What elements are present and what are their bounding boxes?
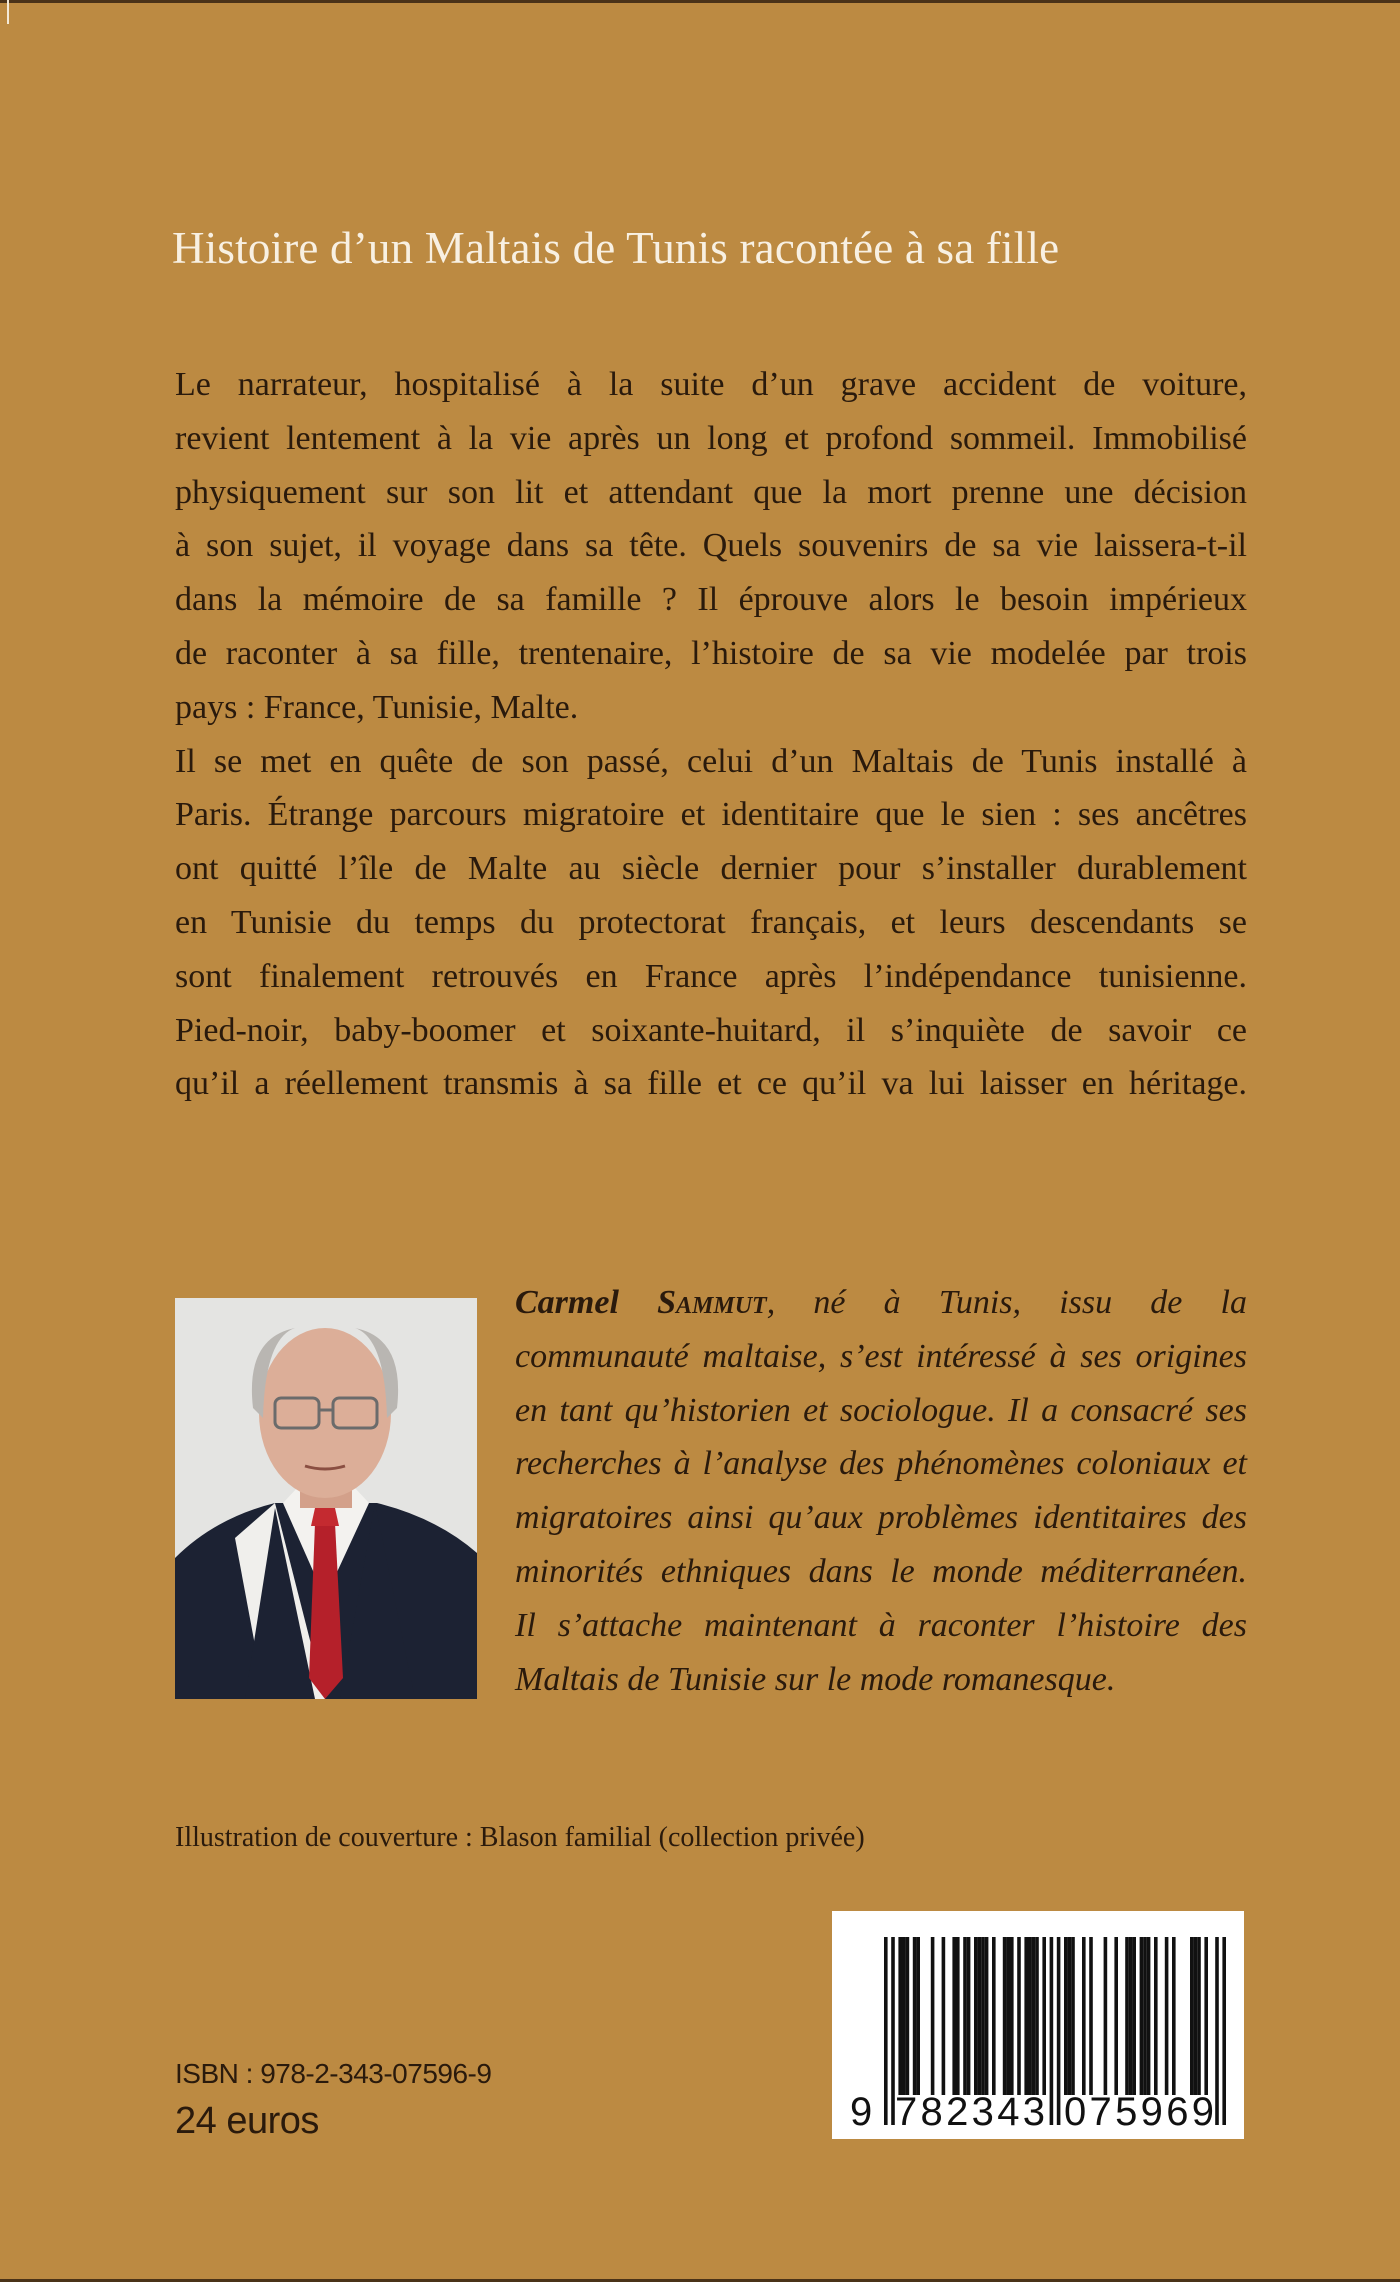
barcode-bar [1140, 1937, 1144, 2095]
summary [175, 358, 1247, 1111]
barcode-bar [1222, 1937, 1226, 2125]
summary-paragraph-1 [175, 358, 1247, 735]
summary-line: physiquement sur son lit et attendant que la mort prenne une décision [175, 473, 1247, 511]
barcode-bar [967, 1937, 971, 2095]
summary-line: Le narrateur, hospitalisé à la suite d’un grave accident de voiture, [175, 366, 1247, 403]
barcode-bar [974, 1937, 978, 2095]
barcode-left-digits: 782343 [895, 2090, 1045, 2134]
barcode-bar [916, 1937, 920, 2095]
barcode-bar [1068, 1937, 1072, 2095]
summary-line: en Tunisie du temps du protectorat français, et leurs descendants se [175, 903, 1247, 941]
barcode-first-digit: 9 [850, 2090, 873, 2134]
barcode-bar [1010, 1937, 1014, 2095]
barcode-bar [906, 1937, 910, 2095]
barcode-bar [1190, 1937, 1194, 2095]
author-bio-line: recherches à l’analyse des phénomènes coloniaux et [515, 1445, 1247, 1483]
barcode-bar [884, 1937, 888, 2125]
barcode-bar [913, 1937, 917, 2095]
barcode-bar [1147, 1937, 1151, 2095]
summary-line: de raconter à sa fille, trentenaire, l’histoire de sa vie modelée par trois [175, 634, 1247, 672]
barcode-bar [1132, 1937, 1136, 2095]
barcode-bar [1024, 1937, 1028, 2095]
author-bio-line: migratoires ainsi qu’aux problèmes identitaires des [515, 1499, 1247, 1537]
top-edge [0, 0, 1400, 3]
barcode-bar [963, 1937, 967, 2095]
book-title: Histoire d’un Maltais de Tunis racontée à sa fille [172, 223, 1060, 273]
barcode-bar [1006, 1937, 1010, 2095]
barcode-bar [902, 1937, 906, 2095]
summary-line: Paris. Étrange parcours migratoire et identitaire que le sien : ses ancêtres [175, 796, 1247, 834]
barcode-bar [1035, 1937, 1039, 2095]
author-last-name: Sammut [657, 1284, 767, 1321]
barcode-bar [1197, 1937, 1201, 2095]
barcode-bar [1032, 1937, 1036, 2095]
barcode-bar [1089, 1937, 1093, 2095]
barcode-bar [1028, 1937, 1032, 2095]
barcode-bar [1050, 1937, 1054, 2125]
barcode-right-digits: 075969 [1064, 2090, 1214, 2134]
barcode-bar [978, 1937, 982, 2095]
barcode-bar [1057, 1937, 1061, 2125]
barcode-graphic [832, 1911, 1244, 2139]
barcode-bar [931, 1937, 935, 2095]
barcode-bar [1114, 1937, 1118, 2095]
summary-line: Pied-noir, baby-boomer et soixante-huitard, il s’inquiète de savoir ce [175, 1011, 1247, 1049]
author-first-name: Carmel [515, 1284, 619, 1321]
barcode-bar [992, 1937, 996, 2095]
author-bio-line: Il s’attache maintenant à raconter l’histoire des [515, 1606, 1247, 1644]
author-bio [515, 1276, 1247, 1706]
barcode-bar [985, 1937, 989, 2095]
barcode-bar [1215, 1937, 1219, 2125]
summary-line: pays : France, Tunisie, Malte. [175, 688, 579, 726]
summary-line: Il se met en quête de son passé, celui d’un Maltais de Tunis installé à [175, 742, 1247, 780]
author-photo [175, 1298, 477, 1699]
summary-line: ont quitté l’île de Malte au siècle dernier pour s’installer durablement [175, 850, 1247, 888]
cover-illustration-credit: Illustration de couverture : Blason familial (collection privée) [175, 1822, 865, 1853]
barcode [832, 1911, 1244, 2139]
author-bio-line: minorités ethniques dans le monde méditerranéen. [515, 1552, 1247, 1590]
price: 24 euros [175, 2100, 319, 2142]
summary-line: dans la mémoire de sa famille ? Il éprouve alors le besoin impérieux [175, 581, 1247, 619]
barcode-bar [1017, 1937, 1021, 2095]
isbn: ISBN : 978-2-343-07596-9 [175, 2058, 492, 2089]
barcode-bar [942, 1937, 946, 2095]
barcode-bar [1125, 1937, 1129, 2095]
author-bio-line: communauté maltaise, s’est intéressé à ses origines [515, 1337, 1247, 1375]
barcode-bar [956, 1937, 960, 2095]
barcode-bar [1042, 1937, 1046, 2095]
barcode-bar [1154, 1937, 1158, 2095]
barcode-bar [1071, 1937, 1075, 2095]
author-bio-line [515, 1276, 1247, 1330]
author-bio-line: en tant qu’historien et sociologue. Il a consacré ses [515, 1391, 1247, 1429]
barcode-bar [898, 1937, 902, 2095]
author-bio-line: Maltais de Tunisie sur le mode romanesque. [515, 1660, 1116, 1698]
barcode-bar [1082, 1937, 1086, 2095]
summary-paragraph-2 [175, 735, 1247, 1112]
barcode-bar [1143, 1937, 1147, 2095]
barcode-bar [1204, 1937, 1208, 2095]
barcode-bar [1064, 1937, 1068, 2095]
barcode-bar [1165, 1937, 1169, 2095]
barcode-bar [1172, 1937, 1176, 2095]
barcode-bar [981, 1937, 985, 2095]
barcode-bar [1104, 1937, 1108, 2095]
barcode-bar [1194, 1937, 1198, 2095]
barcode-bar [1129, 1937, 1133, 2095]
barcode-bar [952, 1937, 956, 2095]
barcode-bar [1003, 1937, 1007, 2095]
summary-line: à son sujet, il voyage dans sa tête. Quels souvenirs de sa vie laissera-t-il [175, 527, 1247, 565]
summary-line: qu’il a réellement transmis à sa fille et ce qu’il va lui laisser en héritage. [175, 1065, 1247, 1103]
author-bio-first-line: , né à Tunis, issu de la [766, 1284, 1248, 1321]
summary-line: sont finalement retrouvés en France après l’indépendance tunisienne. [175, 957, 1247, 995]
summary-line: revient lentement à la vie après un long et profond sommeil. Immobilisé [175, 419, 1247, 457]
crop-mark [7, 0, 9, 24]
